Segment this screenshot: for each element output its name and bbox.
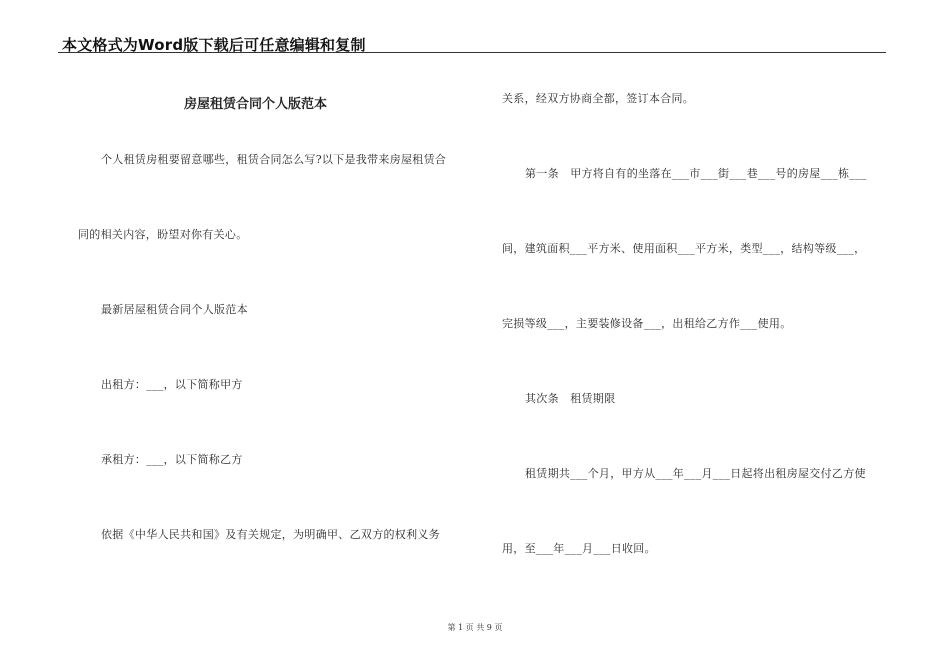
- paragraph-line: 完损等级___，主要装修设备___，出租给乙方作___使用。: [502, 317, 792, 330]
- paragraph-line: 第一条 甲方将自有的坐落在___市___街___巷___号的房屋___栋___: [525, 167, 867, 180]
- paragraph-line: 租赁期共___个月，甲方从___年___月___日起将出租房屋交付乙方使: [525, 467, 866, 480]
- paragraph-line: 最新居屋租赁合同个人版范本: [101, 303, 248, 316]
- paragraph-line: 承租方：___，以下简称乙方: [101, 453, 243, 466]
- paragraph-line: 依据《中华人民共和国》及有关规定，为明确甲、乙双方的权利义务: [101, 528, 440, 541]
- header-divider: [58, 52, 886, 53]
- paragraph-line: 个人租赁房租要留意哪些，租赁合同怎么写?以下是我带来房屋租赁合: [101, 153, 447, 166]
- paragraph-line: 用，至___年___月___日收回。: [502, 542, 656, 555]
- paragraph-line: 关系，经双方协商全都，签订本合同。: [502, 92, 695, 105]
- section-heading: 其次条 租赁期限: [525, 392, 616, 405]
- document-title: 房屋租赁合同个人版范本: [184, 97, 328, 112]
- paragraph-line: 同的相关内容，盼望对你有关心。: [78, 228, 248, 241]
- paragraph-line: 间，建筑面积___平方米、使用面积___平方米，类型___，结构等级___，: [502, 242, 866, 255]
- header-text: 本文格式为Word版下载后可任意编辑和复制: [62, 36, 366, 54]
- page-number: 第 1 页 共 9 页: [447, 623, 503, 632]
- paragraph-line: 出租方：___，以下简称甲方: [101, 378, 243, 391]
